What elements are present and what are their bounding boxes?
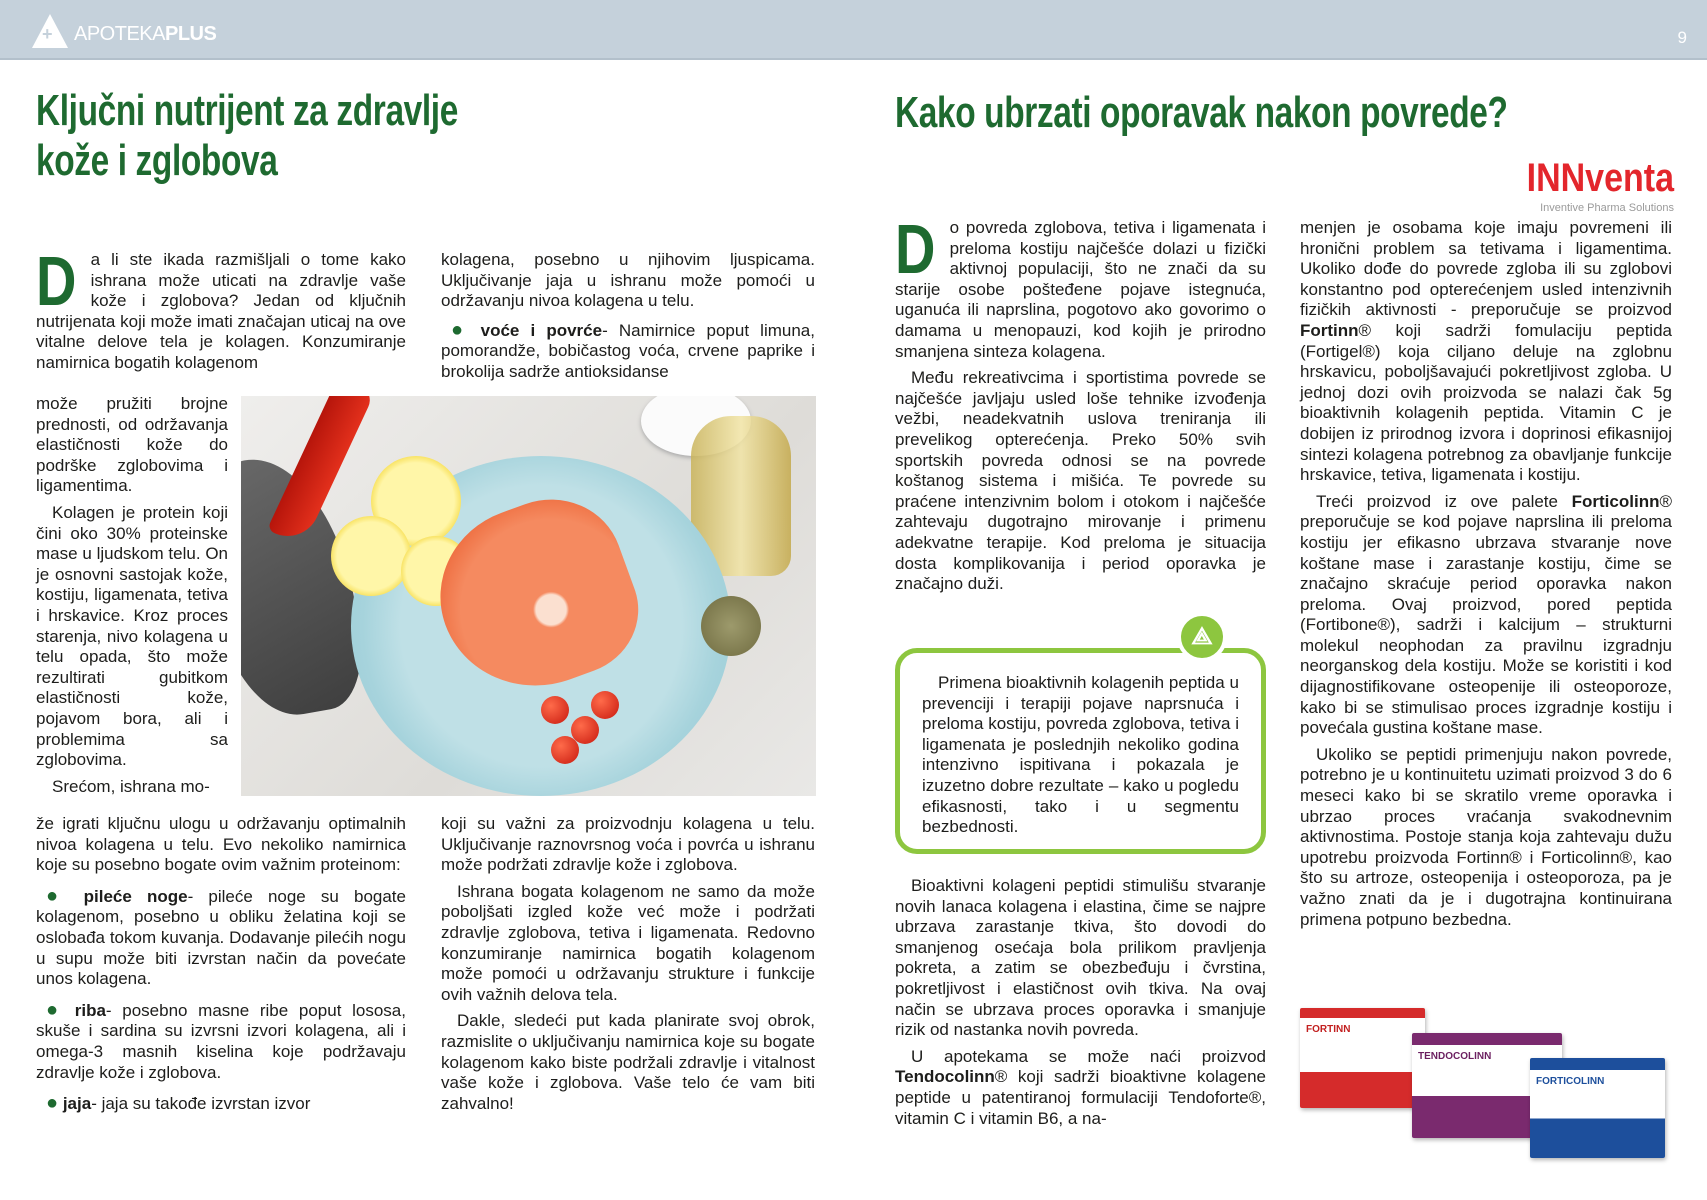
apoteka-plus-logo bbox=[30, 12, 216, 48]
bullet-item bbox=[36, 1093, 406, 1115]
product-box-fortinn: FORTINN bbox=[1300, 1008, 1425, 1108]
paragraph: Srećom, ishrana mo- bbox=[52, 776, 210, 796]
paragraph: Dakle, sledeći put kada planirate svoj obrok, razmislite o uključivanju namirnica koje su bogate kolagenom kako biste podržali zdravlje i vitalnost vaše kože i zglobova. Vaše telo će vam biti zahvalno! bbox=[441, 1011, 815, 1113]
logo-tagline: Inventive Pharma Solutions bbox=[1540, 202, 1674, 214]
callout-box bbox=[895, 648, 1266, 854]
bullet-icon: ● bbox=[46, 998, 65, 1021]
left-column-1-bottom bbox=[36, 814, 406, 1121]
bullet-text: - Namirnice poput limuna, pomorandže, bobičastog voća, crvene paprike i brokolija sadrže antioksidanse bbox=[441, 320, 815, 381]
paragraph: Ishrana bogata kolagenom ne samo da može poboljšati izgled kože već može i podržati zdravlje zglobova, tetiva i ligamenata. Redovno konzumiranje namirnica bogatih kolagenom može pomoći u održavanju strukture i funkcije ovih važnih delova tela. bbox=[441, 881, 815, 1004]
bullet-term: riba bbox=[74, 1000, 106, 1020]
bullet-text: - posebno masne ribe poput lososa, skuše i sardina su izvrsni izvori kolagena, ali i omega-3 masnih kiselina koje podržavaju zdravlje kože i zglobova. bbox=[36, 1000, 406, 1082]
text: menjen je osobama koje imaju povremeni ili hronični problem sa tetivama i ligamentima. Ukoliko dođe do povrede zgloba ili su zglobovi konstantno pod opterećenjem usled intenzivnih fizičkih aktivnosti - preporučuje se proizvod bbox=[1300, 218, 1672, 320]
left-article-title bbox=[36, 86, 458, 186]
paragraph: Ukoliko se peptidi primenjuju nakon povrede, potrebno je u kontinuitetu uzimati proizvod 3 do 6 meseci kako bi se skratilo vreme oporavka i ubrzao proces vraćanja svakodnevnim aktivnostima. Postoje stanja koja zahtevaju dužu upotrebu proizvoda Fortinn® i Forticolinn®, kao što su artroze, osteopenija i osteoporoza, pa je važno znati da je i dugotrajna kontinuirana primena potpuno bezbedna. bbox=[1300, 744, 1672, 929]
text: ® preporučuje se kod pojave naprslina ili preloma kostiju jer efikasno ubrzava stvaranje nove koštane mase i zarastanje kostiju, čime se značajno skraćuje period oporavka nakon preloma. Ovaj proizvod, pored peptida (Fortibone®), sadrži i kalcijum – strukturni molekul neophodan za pravilnu izgradnju neorganskog dela kostiju. Može se koristiti i kod dijagnostifikovane osteopenije ili osteoporoze, kako bi se stimulisao proces izgradnje kostiju i povećala gustina koštane mase. bbox=[1300, 491, 1672, 738]
text: ® koji sadrži fomulaciju peptida (Fortigel®) koja ciljano deluje na zglobnu hrskavicu, poboljšavajući pokretljivost zgloba. U jednoj dozi ovih proizvoda se nalazi čak 5g bioaktivnih kolagenih peptida. Vitamin C je dobijen iz prirodnog izvora i doprinosi efikasnijoj sintezi kolagena potrebnog za obavljanje funkcije hrskavice, tetiva, ligamenata i kostiju. bbox=[1300, 320, 1672, 485]
paragraph: Bioaktivni kolageni peptidi stimulišu stvaranje novih lanaca kolagena i elastina, čime se najpre ubrzava zarastanje tkiva, što dovodi do smanjenog osećaja bola prilikom pravljenja pokreta, a zatim se obezbeđuju i čvrstina, pokretljivost i elastičnost ovih tkiva. Na ovaj način se ubrzava proces oporavka i smanjuje rizik od nastanka novih povreda. bbox=[895, 876, 1266, 1040]
text: ® koji sadrži bioaktivne kolagene peptide u patentiranoj formulaciji Tendoforte®, vitamin C i vitamin B6, a na- bbox=[895, 1067, 1266, 1128]
paragraph: kolagena, posebno u njihovim ljuspicama. Uključivanje jaja u ishranu može pomoći u održavanju nivoa kolagena u telu. bbox=[441, 250, 815, 311]
cherry-tomato bbox=[591, 691, 619, 719]
bullet-icon: ● bbox=[46, 884, 69, 907]
product-name: Tendocolinn bbox=[895, 1067, 995, 1087]
bullet-term: voće i povrće bbox=[480, 320, 603, 340]
bullet-text: - jaja su takođe izvrstan izvor bbox=[91, 1094, 311, 1114]
paragraph: koji su važni za proizvodnju kolagena u telu. Uključivanje raznovrsnog voća i povrća u ishranu može podržati zdravlje kože i zglobova. bbox=[441, 814, 815, 875]
paragraph: može pružiti brojne prednosti, od održavanja elastičnosti kože do podrške zglobovima i ligamentima. bbox=[36, 394, 228, 496]
bullet-term: jaja bbox=[62, 1094, 92, 1114]
lemon-slice bbox=[331, 516, 411, 596]
text: U apotekama se može naći proizvod bbox=[911, 1046, 1266, 1066]
right-article-title: Kako ubrzati oporavak nakon povrede? bbox=[895, 88, 1508, 137]
innventa-logo bbox=[1492, 158, 1674, 216]
brand-bold: PLUS bbox=[164, 23, 217, 45]
spice-bowl bbox=[701, 596, 761, 656]
right-column-2 bbox=[1300, 218, 1672, 936]
cherry-tomato bbox=[541, 696, 569, 724]
drop-cap: D bbox=[36, 242, 77, 320]
bullet-text: - pileće noge su bogate kolagenom, posebno u obliku želatina koji se oslobađa tokom kuvanja. Dodavanje pilećih nogu u supu može biti izvrstan način da povećate unos kolagena. bbox=[36, 886, 406, 989]
bullet-item bbox=[441, 320, 815, 383]
logo-name: INNventa bbox=[1526, 156, 1674, 200]
paragraph bbox=[895, 1047, 1266, 1129]
right-column-1-bottom bbox=[895, 876, 1266, 1135]
paragraph: o povreda zglobova, tetiva i ligamenata i preloma kostiju najčešće dolazi u fizički aktivnoj populaciji, što ne znači da su starije osobe pošteđene pojave istegnuća, uganuća ili naprslina, pogotovo ako govorimo o damama u menopauzi, kod kojih je prirodno smanjena sinteza kolagena. bbox=[895, 218, 1266, 361]
text: Treći proizvod iz ove palete bbox=[1316, 491, 1572, 511]
left-column-2-bottom bbox=[441, 814, 815, 1120]
bullet-item bbox=[36, 1000, 406, 1083]
bullet-term: pileće noge bbox=[83, 886, 188, 906]
apoteka-logo-badge-icon: ⟁ bbox=[1177, 612, 1227, 662]
salmon-plate-photo bbox=[241, 396, 816, 796]
paragraph bbox=[1300, 218, 1672, 486]
left-column-1 bbox=[36, 242, 406, 380]
paragraph: a li ste ikada razmišljali o tome kako ishrana može uticati na zdravlje vaše kože i zglobova? Jedan od ključnih nutrijenata koji može imati značajan uticaj na ove vitalne delove tela je kolagen. Konzumiranje namirnica bogatih kolagenom bbox=[36, 250, 406, 372]
paragraph: že igrati ključnu ulogu u održavanju optimalnih nivoa kolagena u telu. Evo nekoliko namirnica koje su posebno bogate ovim važnim proteinom: bbox=[36, 814, 406, 875]
product-boxes-image bbox=[1300, 1008, 1674, 1158]
product-name: Forticolinn bbox=[1571, 491, 1660, 511]
drop-cap: D bbox=[895, 210, 936, 288]
pharmacy-logo-icon bbox=[30, 12, 70, 48]
right-column-1 bbox=[895, 210, 1266, 601]
paragraph: Kolagen je protein koji čini oko 30% proteinske mase u ljudskom telu. On je osnovni sastojak kože, kostiju, ligamenata, tetiva i hrskavice. Kroz proces starenja, nivo kolagena u telu opada, što može rezultirati gubitkom elastičnosti kože, pojavom bora, ali i problemima sa zglobovima. bbox=[36, 502, 228, 770]
paragraph: Među rekreativcima i sportistima povrede se najčešće javljaju usled loše tehnike izvođenja vežbi, neadekvatnih uslova treniranja ili prevelikog opterećenja. Preko 50% svih sportskih povreda odnosi se na povrede koštanog sistema i mišića. Te povrede su praćene intenzivnim bolom i otokom i najčešće zahtevaju dugotrajno mirovanje i primenu adekvatne terapije. Kod preloma je situacija dosta komplikovanija i period oporavka je značajno duži. bbox=[895, 368, 1266, 594]
paragraph bbox=[1300, 492, 1672, 739]
callout-text: Primena bioaktivnih kolagenih peptida u prevenciji i terapiji pojave naprsnuća i preloma kostiju, povreda zglobova, tetiva i ligamenata je poslednjih nekoliko godina intenzivno ispitivana i pokazala je izuzetno dobre rezultate – kako u pogledu efikasnosti, tako i u segmentu bezbednosti. bbox=[922, 673, 1239, 837]
product-name: Fortinn bbox=[1300, 320, 1359, 340]
page-number: 9 bbox=[1677, 28, 1687, 47]
title-line: kože i zglobova bbox=[36, 136, 278, 185]
bullet-icon: ● bbox=[46, 1092, 59, 1115]
left-column-2 bbox=[441, 250, 815, 389]
bullet-icon: ● bbox=[451, 318, 470, 341]
left-column-1-narrow bbox=[36, 394, 228, 803]
product-box-tendocolinn: TENDOCOLINN bbox=[1412, 1033, 1562, 1138]
product-box-forticolinn: FORTICOLINN bbox=[1530, 1058, 1665, 1158]
title-line: Ključni nutrijent za zdravlje bbox=[36, 86, 458, 135]
cherry-tomato bbox=[551, 736, 579, 764]
brand-light: APOTEKA bbox=[74, 23, 165, 45]
page-header bbox=[0, 0, 1707, 60]
bullet-item bbox=[36, 886, 406, 990]
